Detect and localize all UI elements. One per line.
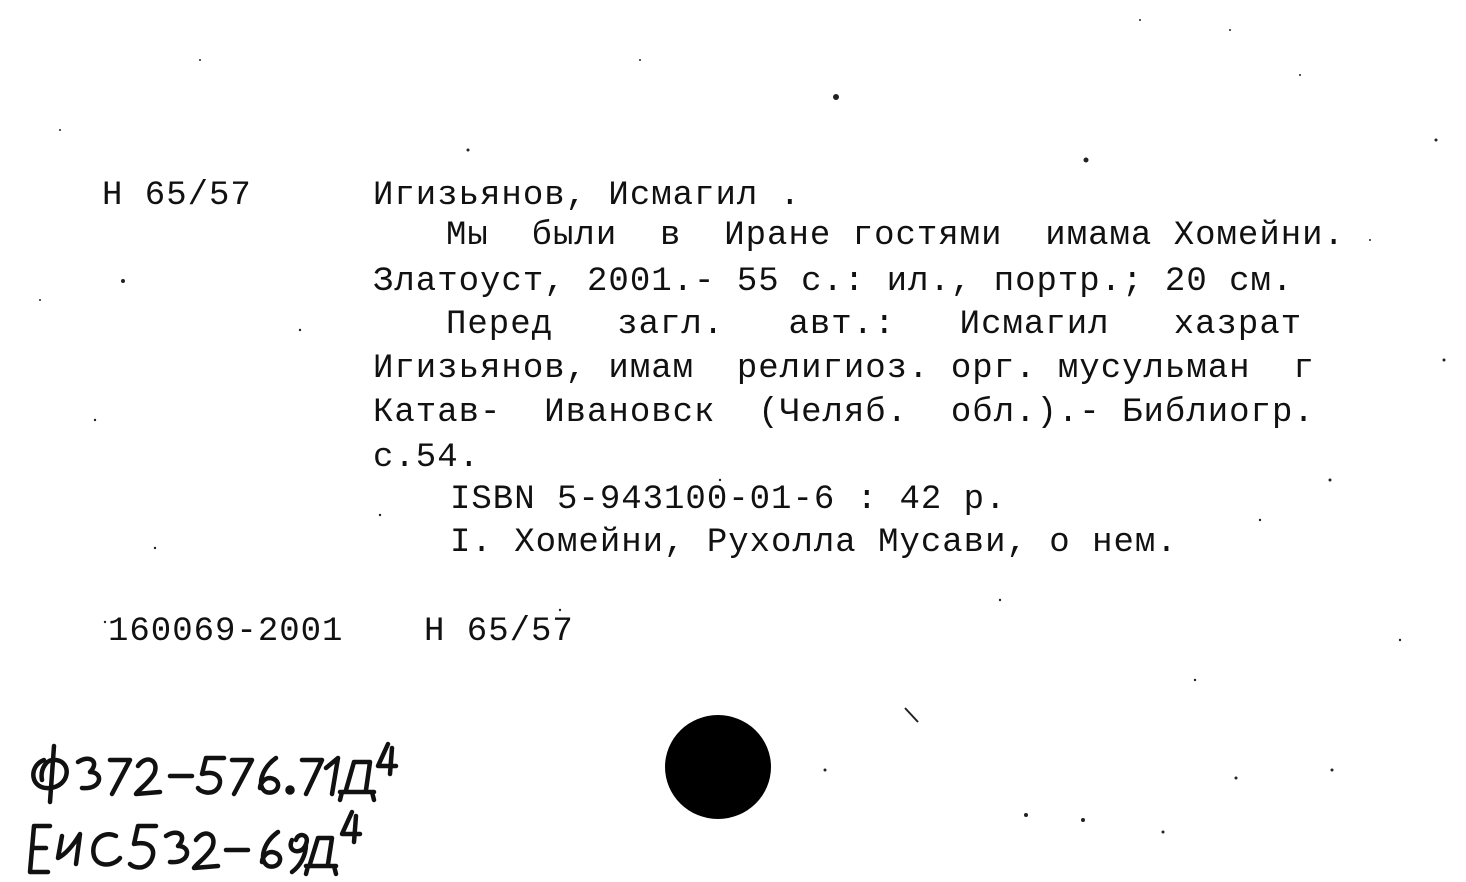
card-line-note-3: Катав- Ивановск (Челяб. обл.).- Библиогр. [373, 394, 1315, 432]
card-line-note-4: с.54. [373, 439, 481, 477]
card-line-imprint: Златоуст, 2001.- 55 с.: ил., портр.; 20 см. [373, 263, 1294, 301]
card-line-title: Мы были в Иране гостями имама Хомейни. [446, 217, 1345, 255]
shelfmark: Н 65/57 [102, 177, 252, 215]
handwritten-classification [20, 740, 540, 880]
card-line-isbn: ISBN 5-943100-01-6 : 42 р. [450, 481, 1007, 519]
accession-number: 160069-2001 [108, 613, 344, 651]
card-line-note-1: Перед загл. авт.: Исмагил хазрат [446, 306, 1303, 344]
shelfmark-repeat: Н 65/57 [424, 613, 574, 651]
card-line-note-2: Игизьянов, имам религиоз. орг. мусульман г [373, 350, 1315, 388]
punch-hole [665, 715, 771, 819]
card-line-subject: I. Хомейни, Рухолла Мусави, о нем. [450, 524, 1178, 562]
card-line-author: Игизьянов, Исмагил . [373, 177, 802, 215]
